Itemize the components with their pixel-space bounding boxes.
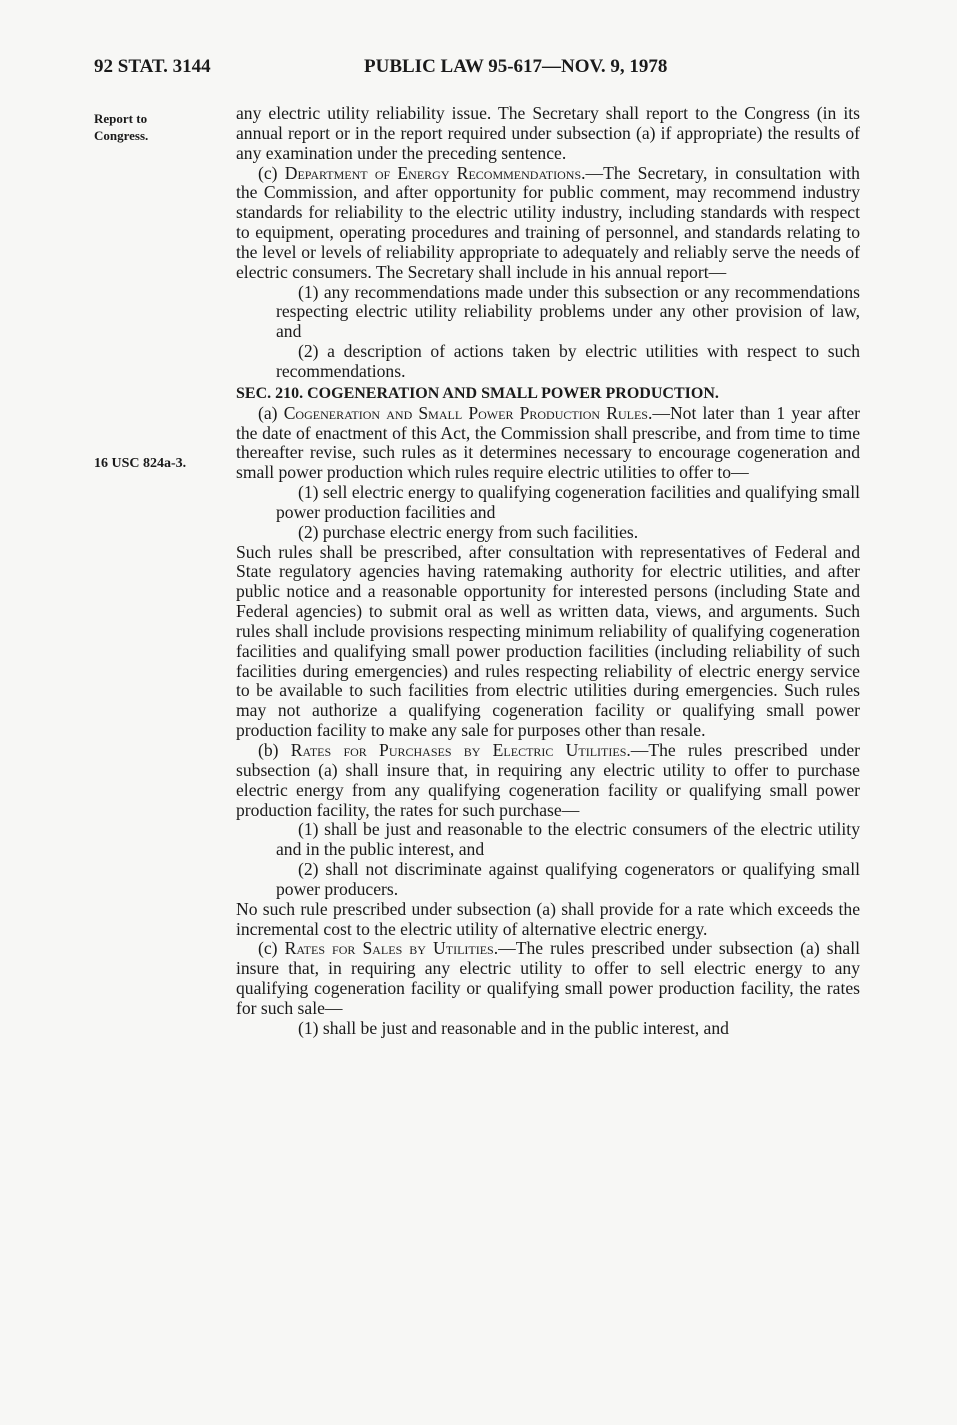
- body-text: [236, 104, 860, 1039]
- subsection-c-rates: [236, 939, 860, 1018]
- item-cc1: (1) shall be just and reasonable and in the public interest, and: [298, 1017, 729, 1038]
- subsection-heading: Rates for Sales by Utilities.: [284, 938, 499, 959]
- margin-note-report-line2: Congress.: [94, 128, 149, 143]
- subsection-label: (c): [258, 162, 285, 183]
- subsection-c-doe: [236, 164, 860, 283]
- subsection-b-continuation: No such rule prescribed under subsection (a) shall provide for a rate which exceeds the incremental cost to the electric utility of alternative electric energy.: [236, 898, 860, 939]
- subsection-label: (b): [258, 740, 291, 760]
- item-b2: (2) shall not discriminate against qualifying cogenerators or qualifying small power producers.: [276, 859, 860, 899]
- item-a1: (1) sell electric energy to qualifying cogeneration facilities and qualifying small power production facilities and: [276, 482, 860, 522]
- subsection-b: [236, 741, 860, 820]
- subsection-text: —The rules prescribed under subsection (a) shall insure that, in requiring any electric utility to offer to purchase electric energy from any qualifying cogeneration facility or qualifying small power production facility, the rates for such purchase—: [236, 740, 860, 820]
- subsection-a: [236, 404, 860, 483]
- subsection-label: (c): [258, 938, 285, 959]
- subsection-heading: Department of Energy Recommendations.: [284, 162, 586, 183]
- margin-note-usc: 16 USC 824a-3.: [94, 456, 187, 471]
- subsection-label: (a): [258, 402, 284, 423]
- subsection-heading: Rates for Purchases by Electric Utilities.: [290, 740, 631, 760]
- margin-note-report-line1: Report to: [94, 111, 148, 126]
- item-b1: (1) shall be just and reasonable to the electric consumers of the electric utility and in the public interest, and: [276, 819, 860, 860]
- stat-citation: 92 STAT. 3144: [94, 56, 211, 77]
- section-heading: SEC. 210. COGENERATION AND SMALL POWER PRODUCTION.: [236, 384, 719, 402]
- item-c2: (2) a description of actions taken by electric utilities with respect to such recommendations.: [276, 341, 860, 381]
- subsection-text: —The rules prescribed under subsection (a) shall insure that, in requiring any electric utility to offer to sell electric energy to any qualifying cogeneration facility or qualifying small power production facility, the rates for such sale—: [236, 938, 860, 1018]
- public-law-title: PUBLIC LAW 95-617—NOV. 9, 1978: [364, 56, 668, 77]
- subsection-heading: Cogeneration and Small Power Production Rules.: [283, 402, 653, 423]
- subsection-text: —Not later than 1 year after the date of enactment of this Act, the Commission shall prescribe, and from time to time thereafter revise, such rules as it determines necessary to encourage cogeneration and small power production which rules require electric utilities to offer to—: [236, 402, 860, 483]
- subsection-text: —The Secretary, in consultation with the Commission, and after opportunity for public comment, may recommend industry standards for reliability to the electric utility industry, including standards with respect to equipment, operating procedures and training of personnel, and standards relating to the level or levels of reliability appropriate to adequately and reliably serve the needs of electric consumers. The Secretary shall include in his annual report—: [236, 162, 860, 282]
- item-c1: (1) any recommendations made under this subsection or any recommendations respecting electric utility reliability problems under any other provision of law, and: [276, 281, 860, 342]
- margin-note-report: [94, 110, 148, 144]
- item-a2: (2) purchase electric energy from such facilities.: [298, 521, 639, 542]
- paragraph-continuation: any electric utility reliability issue. The Secretary shall report to the Congress (in its annual report or in the report required under subsection (a) if appropriate) the results of any examination under the preceding sentence.: [236, 103, 860, 163]
- subsection-a-continuation: Such rules shall be prescribed, after consultation with representatives of Federal and State regulatory agencies having ratemaking authority for electric utilities, and after public notice and a reasonable opportunity for interested persons (including State and Federal agencies) to submit oral as well as written data, views, and arguments. Such rules shall include provisions respecting minimum reliability of qualifying cogeneration facilities and qualifying small power production facilities (including reliability of such facilities during emergencies) and rules respecting reliability of electric energy service to be available to such facilities from electric utilities during emergencies. Such rules may not authorize a qualifying cogeneration facility or qualifying small power production facility to make any sale for purposes other than resale.: [236, 541, 860, 741]
